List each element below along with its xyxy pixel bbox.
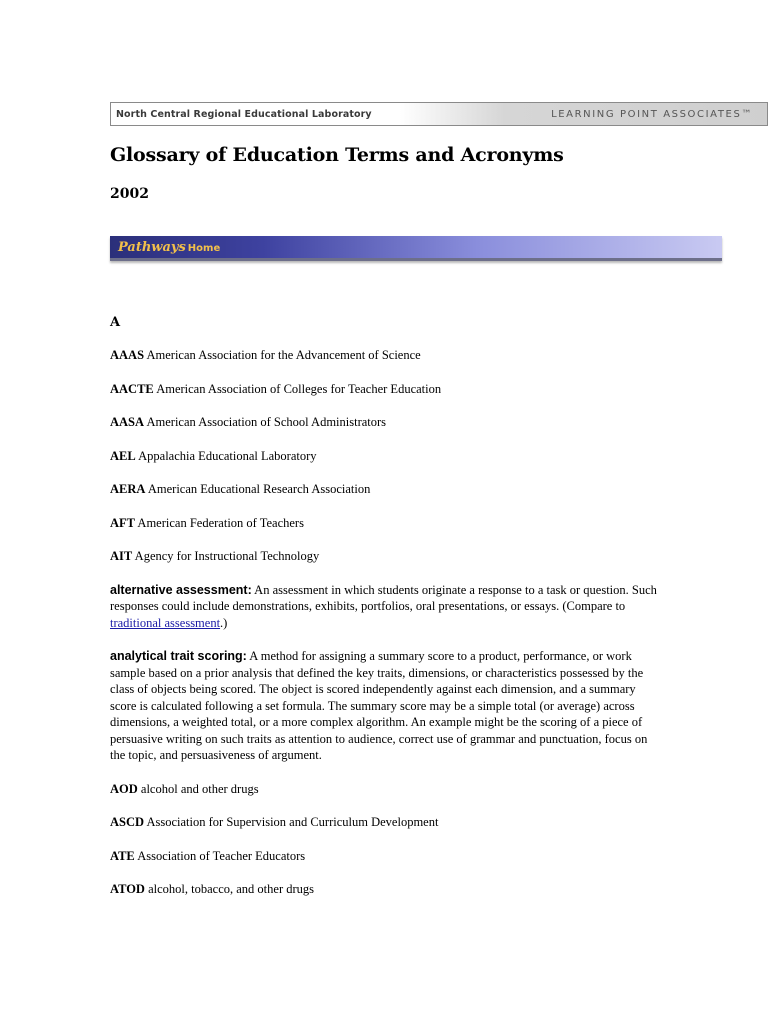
entry-term: AEL — [110, 448, 136, 463]
section-letter: A — [110, 315, 121, 330]
glossary-entry — [110, 515, 658, 532]
entry-term: AOD — [110, 781, 138, 796]
glossary-entry — [110, 814, 658, 831]
entry-definition: Association for Supervision and Curriculum Development — [144, 815, 439, 829]
entry-term: AAAS — [110, 348, 145, 362]
entry-term: alternative assessment: — [110, 582, 252, 597]
glossary-entry — [110, 448, 658, 465]
entry-term: ASCD — [110, 815, 145, 829]
entry-term: AACTE — [110, 381, 154, 396]
entry-definition: American Educational Research Association — [145, 482, 371, 496]
entry-definition: American Association for the Advancement of Science — [144, 348, 421, 362]
glossary-entry — [110, 381, 658, 398]
glossary-entry — [110, 648, 658, 764]
entry-definition: Appalachia Educational Laboratory — [135, 448, 317, 463]
entry-term: AFT — [110, 515, 135, 530]
entry-definition: American Federation of Teachers — [135, 515, 304, 530]
entry-definition: American Association of School Administrators — [144, 415, 387, 429]
glossary-entry — [110, 481, 658, 498]
entry-term: AASA — [110, 415, 145, 429]
glossary-entry — [110, 582, 658, 632]
glossary-entry — [110, 414, 658, 431]
entry-definition: American Association of Colleges for Teacher Education — [153, 381, 442, 396]
entry-term: AIT — [110, 549, 133, 563]
entry-term: ATE — [110, 848, 135, 863]
pathways-home-link[interactable] — [110, 240, 220, 255]
pathways-bar — [110, 236, 722, 261]
entry-definition: An assessment in which students originate a response to a task or question. Such responses could include demonstrations, exhibits, portfolios, oral presentations, or essays. (Compare to — [110, 582, 657, 613]
glossary-entry — [110, 781, 658, 798]
page-title: Glossary of Education Terms and Acronyms — [110, 144, 564, 166]
entry-definition: A method for assigning a summary score to a product, performance, or work sample based on a prior analysis that defined the key traits, dimensions, or characteristics possessed by the class of objects being scored. The object is scored independently against each dimension, and a summary score is calculated following a set formula. The summary score may be a simple total (or average) across dimensions, a weighted total, or a more complex algorithm. An example might be the scoring of a piece of persuasive writing on such traits as attention to audience, correct use of grammar and punctuation, focus on the topic, and persuasiveness of argument. — [110, 649, 648, 762]
glossary-entry — [110, 848, 658, 865]
page-year: 2002 — [110, 186, 149, 202]
entry-definition: alcohol, tobacco, and other drugs — [144, 882, 315, 896]
glossary-entry — [110, 548, 658, 565]
glossary-entry — [110, 347, 658, 364]
entry-definition: Association of Teacher Educators — [134, 848, 306, 863]
glossary-content — [110, 315, 658, 915]
ncrel-logo-text: North Central Regional Educational Laboratory — [116, 108, 372, 120]
traditional-assessment-link[interactable]: traditional assessment — [110, 615, 221, 630]
home-label: Home — [187, 242, 221, 254]
pathways-label: Pathways — [118, 239, 186, 255]
entry-definition: alcohol and other drugs — [137, 781, 259, 796]
entry-term: AERA — [110, 482, 146, 496]
entry-term: analytical trait scoring: — [110, 649, 247, 663]
lpa-logo-text: LEARNING POINT ASSOCIATES™ — [551, 108, 753, 120]
header-banner — [110, 102, 768, 126]
entry-term: ATOD — [110, 882, 145, 896]
entry-definition: Agency for Instructional Technology — [132, 549, 320, 563]
entry-definition-end: .) — [220, 615, 228, 630]
glossary-entry — [110, 881, 658, 898]
